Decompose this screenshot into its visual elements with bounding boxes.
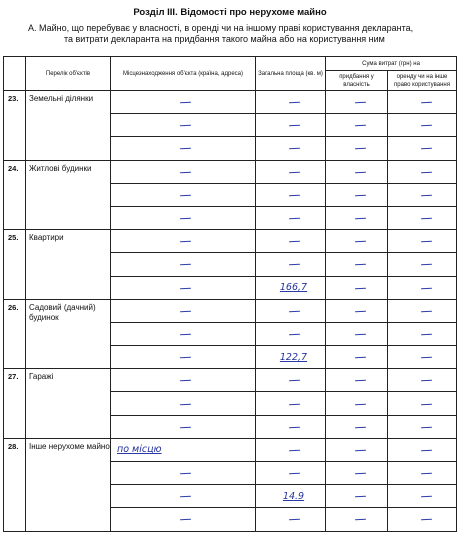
table-row: [4, 91, 457, 114]
dash-mark: [326, 253, 388, 276]
dash-mark: [256, 206, 326, 229]
dash-mark: [326, 91, 388, 114]
dash-mark: [388, 392, 457, 415]
dash-mark: [256, 392, 326, 415]
dash-mark: [111, 230, 256, 253]
subtitle-line-1: А. Майно, що перебуває у власності, в оренді чи на іншому праві користування декларанта,: [28, 23, 414, 33]
dash-mark: [388, 346, 457, 369]
dash-mark: [326, 160, 388, 183]
handwritten-area-apartment: 166,7: [256, 276, 326, 299]
table-row: [4, 160, 457, 183]
dash-mark: [326, 206, 388, 229]
dash-mark: [111, 322, 256, 345]
dash-mark: [111, 160, 256, 183]
table-row: [4, 299, 457, 322]
row-label: Інше нерухоме майно: [26, 438, 111, 531]
dash-mark: [256, 415, 326, 438]
dash-mark: [326, 392, 388, 415]
dash-mark: [111, 485, 256, 508]
dash-mark: [111, 299, 256, 322]
dash-mark: [388, 369, 457, 392]
dash-mark: [111, 276, 256, 299]
subtitle-line-2: та витрати декларанта на придбання такого майна або на користування ним: [64, 34, 385, 44]
dash-mark: [326, 230, 388, 253]
dash-mark: [388, 183, 457, 206]
dash-mark: [111, 415, 256, 438]
dash-mark: [111, 183, 256, 206]
row-number: 27.: [4, 369, 26, 439]
dash-mark: [111, 206, 256, 229]
dash-mark: [388, 508, 457, 531]
dash-mark: [326, 369, 388, 392]
dash-mark: [388, 299, 457, 322]
dash-mark: [388, 114, 457, 137]
dash-mark: [111, 392, 256, 415]
dash-mark: [111, 114, 256, 137]
dash-mark: [256, 137, 326, 160]
dash-mark: [326, 346, 388, 369]
dash-mark: [326, 114, 388, 137]
header-expenses: Сума витрат (грн) на: [326, 57, 457, 71]
dash-mark: [326, 508, 388, 531]
dash-mark: [256, 114, 326, 137]
row-number: 24.: [4, 160, 26, 230]
dash-mark: [388, 230, 457, 253]
dash-mark: [111, 462, 256, 485]
dash-mark: [388, 485, 457, 508]
section-title: Розділ ІІІ. Відомості про нерухоме майно: [133, 7, 327, 18]
real-estate-table: [3, 56, 457, 532]
dash-mark: [326, 322, 388, 345]
dash-mark: [326, 137, 388, 160]
table-row: [4, 438, 457, 461]
dash-mark: [326, 438, 388, 461]
dash-mark: [388, 322, 457, 345]
dash-mark: [111, 369, 256, 392]
dash-mark: [111, 137, 256, 160]
dash-mark: [111, 346, 256, 369]
header-purchase: придбання у власність: [326, 71, 388, 91]
row-label: Гаражі: [26, 369, 111, 439]
dash-mark: [388, 276, 457, 299]
dash-mark: [256, 438, 326, 461]
row-label: Житлові будинки: [26, 160, 111, 230]
row-number: 26.: [4, 299, 26, 369]
header-rent: оренду чи на інше право користування: [388, 71, 457, 91]
row-label: Квартири: [26, 230, 111, 300]
table-row: [4, 369, 457, 392]
dash-mark: [388, 206, 457, 229]
dash-mark: [111, 253, 256, 276]
handwritten-location-other: по місцю: [111, 438, 256, 461]
row-number: 23.: [4, 91, 26, 161]
dash-mark: [256, 462, 326, 485]
dash-mark: [326, 485, 388, 508]
row-number: 25.: [4, 230, 26, 300]
row-number: 28.: [4, 438, 26, 531]
dash-mark: [256, 160, 326, 183]
dash-mark: [388, 160, 457, 183]
dash-mark: [256, 322, 326, 345]
dash-mark: [256, 91, 326, 114]
header-type: Перелік об'єктів: [26, 57, 111, 91]
dash-mark: [256, 369, 326, 392]
dash-mark: [326, 276, 388, 299]
row-label: Земельні ділянки: [26, 91, 111, 161]
dash-mark: [388, 253, 457, 276]
dash-mark: [388, 137, 457, 160]
section-subtitle: [28, 23, 448, 45]
header-area: Загальна площа (кв. м): [256, 57, 326, 91]
handwritten-area-cottage: 122,7: [256, 346, 326, 369]
dash-mark: [256, 253, 326, 276]
dash-mark: [326, 183, 388, 206]
dash-mark: [326, 299, 388, 322]
handwritten-area-other: 14.9: [256, 485, 326, 508]
dash-mark: [256, 183, 326, 206]
dash-mark: [388, 415, 457, 438]
dash-mark: [326, 415, 388, 438]
dash-mark: [111, 508, 256, 531]
dash-mark: [388, 462, 457, 485]
dash-mark: [111, 91, 256, 114]
dash-mark: [388, 91, 457, 114]
dash-mark: [256, 230, 326, 253]
dash-mark: [256, 299, 326, 322]
dash-mark: [388, 438, 457, 461]
row-label: Садовий (дачний) будинок: [26, 299, 111, 369]
dash-mark: [326, 462, 388, 485]
table-row: [4, 230, 457, 253]
dash-mark: [256, 508, 326, 531]
header-location: Місцезнаходження об'єкта (країна, адреса): [111, 57, 256, 91]
